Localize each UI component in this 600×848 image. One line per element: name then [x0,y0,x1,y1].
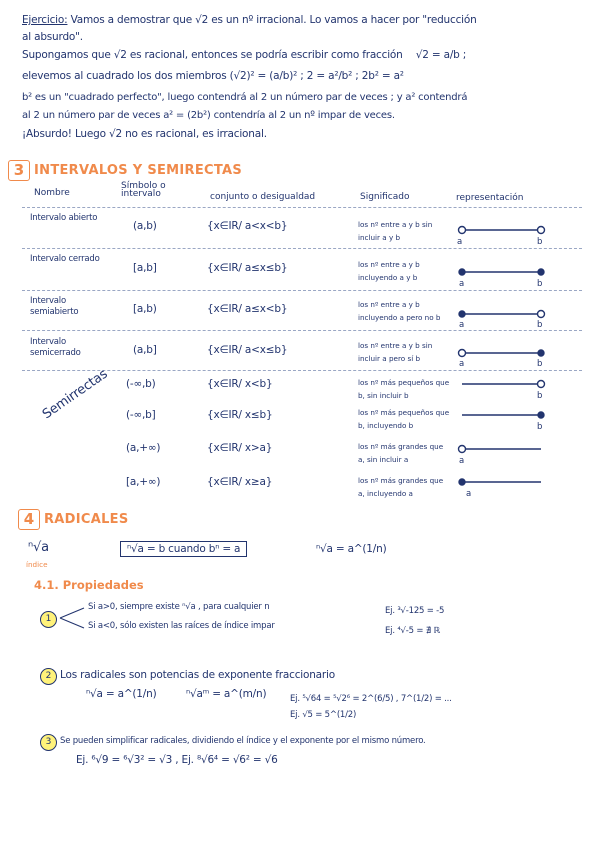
endpoint-label: a [459,320,465,330]
header-significado: Significado [360,192,410,202]
intro-line-7: ¡Absurdo! Luego √2 no es racional, es irracional. [22,128,267,140]
header-representacion: representación [456,193,524,203]
row-meaning: los nº entre a y b incluyendo a y b [358,260,420,282]
table-divider [22,330,582,331]
row-name: Intervalo cerrado [30,254,100,264]
table-divider [22,370,582,371]
endpoint-label: b [537,422,543,432]
row-meaning: los nº más pequeños que b, sin incluir b [358,378,450,400]
row-set: {x∈IR/ x≥a} [207,476,273,488]
section-4-title: RADICALES [44,512,129,527]
intro-line-3 [22,49,466,61]
row-set: {x∈IR/ a<x<b} [207,220,288,232]
row-name: Intervalo semicerrado [30,337,81,358]
table-divider [22,248,582,249]
header-simbolo: Símbolo o intervalo [121,181,166,199]
row-meaning: los nº entre a y b sin incluir a y b [358,220,433,242]
section-3-number: 3 [8,160,30,181]
property-1-badge: 1 [40,611,57,628]
endpoint-label: b [537,237,543,247]
row-set: {x∈IR/ x<b} [207,378,273,390]
row-set: {x∈IR/ a≤x≤b} [207,262,288,274]
row-name: Intervalo abierto [30,213,98,223]
row-meaning: los nº entre a y b incluyendo a pero no b [358,300,441,322]
property-2-formula-2: ⁿ√aᵐ = a^(m/n) [186,688,267,700]
property-2-badge: 2 [40,668,57,685]
section-3-title: INTERVALOS Y SEMIRECTAS [34,163,243,178]
row-symbol: [a,b) [133,303,157,315]
property-1-a: Si a>0, siempre existe ⁿ√a , para cualquier n [88,602,270,612]
property-2-text: Los radicales son potencias de exponente fraccionario [60,669,335,681]
endpoint-label: a [459,359,465,369]
property-1-b: Si a<0, sólo existen las raíces de índice impar [88,621,275,631]
property-1-example-1: Ej. ³√-125 = -5 [385,606,445,616]
table-divider [22,207,582,208]
row-set: {x∈IR/ x≤b} [207,409,273,421]
row-set: {x∈IR/ x>a} [207,442,273,454]
endpoint-label: a [466,489,472,499]
row-set: {x∈IR/ a≤x<b} [207,303,288,315]
properties-subtitle: 4.1. Propiedades [34,578,144,592]
row-meaning: los nº más pequeños que b, incluyendo b [358,408,450,430]
endpoint-label: a [459,456,465,466]
branch-arrows [58,603,88,633]
radical-symbol: ⁿ√a [28,540,49,555]
intro-line-3-text: Supongamos que √2 es racional, entonces se podría escribir como fracción [22,49,403,61]
intro-line-1 [22,14,477,26]
endpoint-label: b [537,391,543,401]
property-3-text: Se pueden simplificar radicales, dividiendo el índice y el exponente por el mismo número. [60,736,426,746]
radical-index-caption: índice [26,560,48,569]
endpoint-label: a [457,237,463,247]
table-divider [22,290,582,291]
intro-line-3-fraction: √2 = a/b ; [415,49,467,61]
property-2-example-2: Ej. √5 = 5^(1/2) [290,710,357,720]
row-symbol: (-∞,b) [126,378,156,390]
row-meaning: los nº entre a y b sin incluir a pero sí b [358,341,433,363]
intro-line-6: al 2 un número par de veces a² = (2b²) contendría al 2 un nº impar de veces. [22,110,395,121]
row-symbol: [a,b] [133,262,157,274]
section-4-number: 4 [18,509,40,530]
endpoint-label: b [537,279,543,289]
property-2-formula-1: ⁿ√a = a^(1/n) [86,688,157,700]
header-nombre: Nombre [34,188,70,198]
row-symbol: [a,+∞) [126,476,161,488]
property-3-example: Ej. ⁶√9 = ⁶√3² = √3 , Ej. ⁸√6⁴ = √6² = √6 [76,754,278,766]
endpoint-label: b [537,320,543,330]
intro-line-1-text: Vamos a demostrar que √2 es un nº irracional. Lo vamos a hacer por "reducción [70,14,477,26]
row-symbol: (a,+∞) [126,442,161,454]
semirrectas-label: Semirrectas [40,366,111,423]
row-name: Intervalo semiabierto [30,296,79,317]
property-2-example-1: Ej. ⁵√64 = ⁵√2⁶ = 2^(6/5) , 7^(1/2) = ... [290,694,452,704]
row-meaning: los nº más grandes que a, incluyendo a [358,476,444,498]
endpoint-label: b [537,359,543,369]
row-symbol: (-∞,b] [126,409,156,421]
intro-line-4: elevemos al cuadrado los dos miembros (√2)² = (a/b)² ; 2 = a²/b² ; 2b² = a² [22,70,404,82]
row-symbol: (a,b] [133,344,157,356]
intro-line-2: al absurdo". [22,31,83,43]
header-conjunto: conjunto o desigualdad [210,192,316,202]
property-1-example-2: Ej. ⁴√-5 = ∄ ℝ [385,626,440,636]
radical-definition: ⁿ√a = b cuando bⁿ = a [120,541,247,557]
exercise-label: Ejercicio: [22,14,68,26]
endpoint-label: a [459,279,465,289]
property-3-badge: 3 [40,734,57,751]
row-meaning: los nº más grandes que a, sin incluir a [358,442,444,464]
radical-power-form: ⁿ√a = a^(1/n) [316,543,387,555]
intro-line-5: b² es un "cuadrado perfecto", luego contendrá al 2 un número par de veces ; y a² contendrá [22,92,468,103]
row-symbol: (a,b) [133,220,157,232]
row-set: {x∈IR/ a<x≤b} [207,344,288,356]
